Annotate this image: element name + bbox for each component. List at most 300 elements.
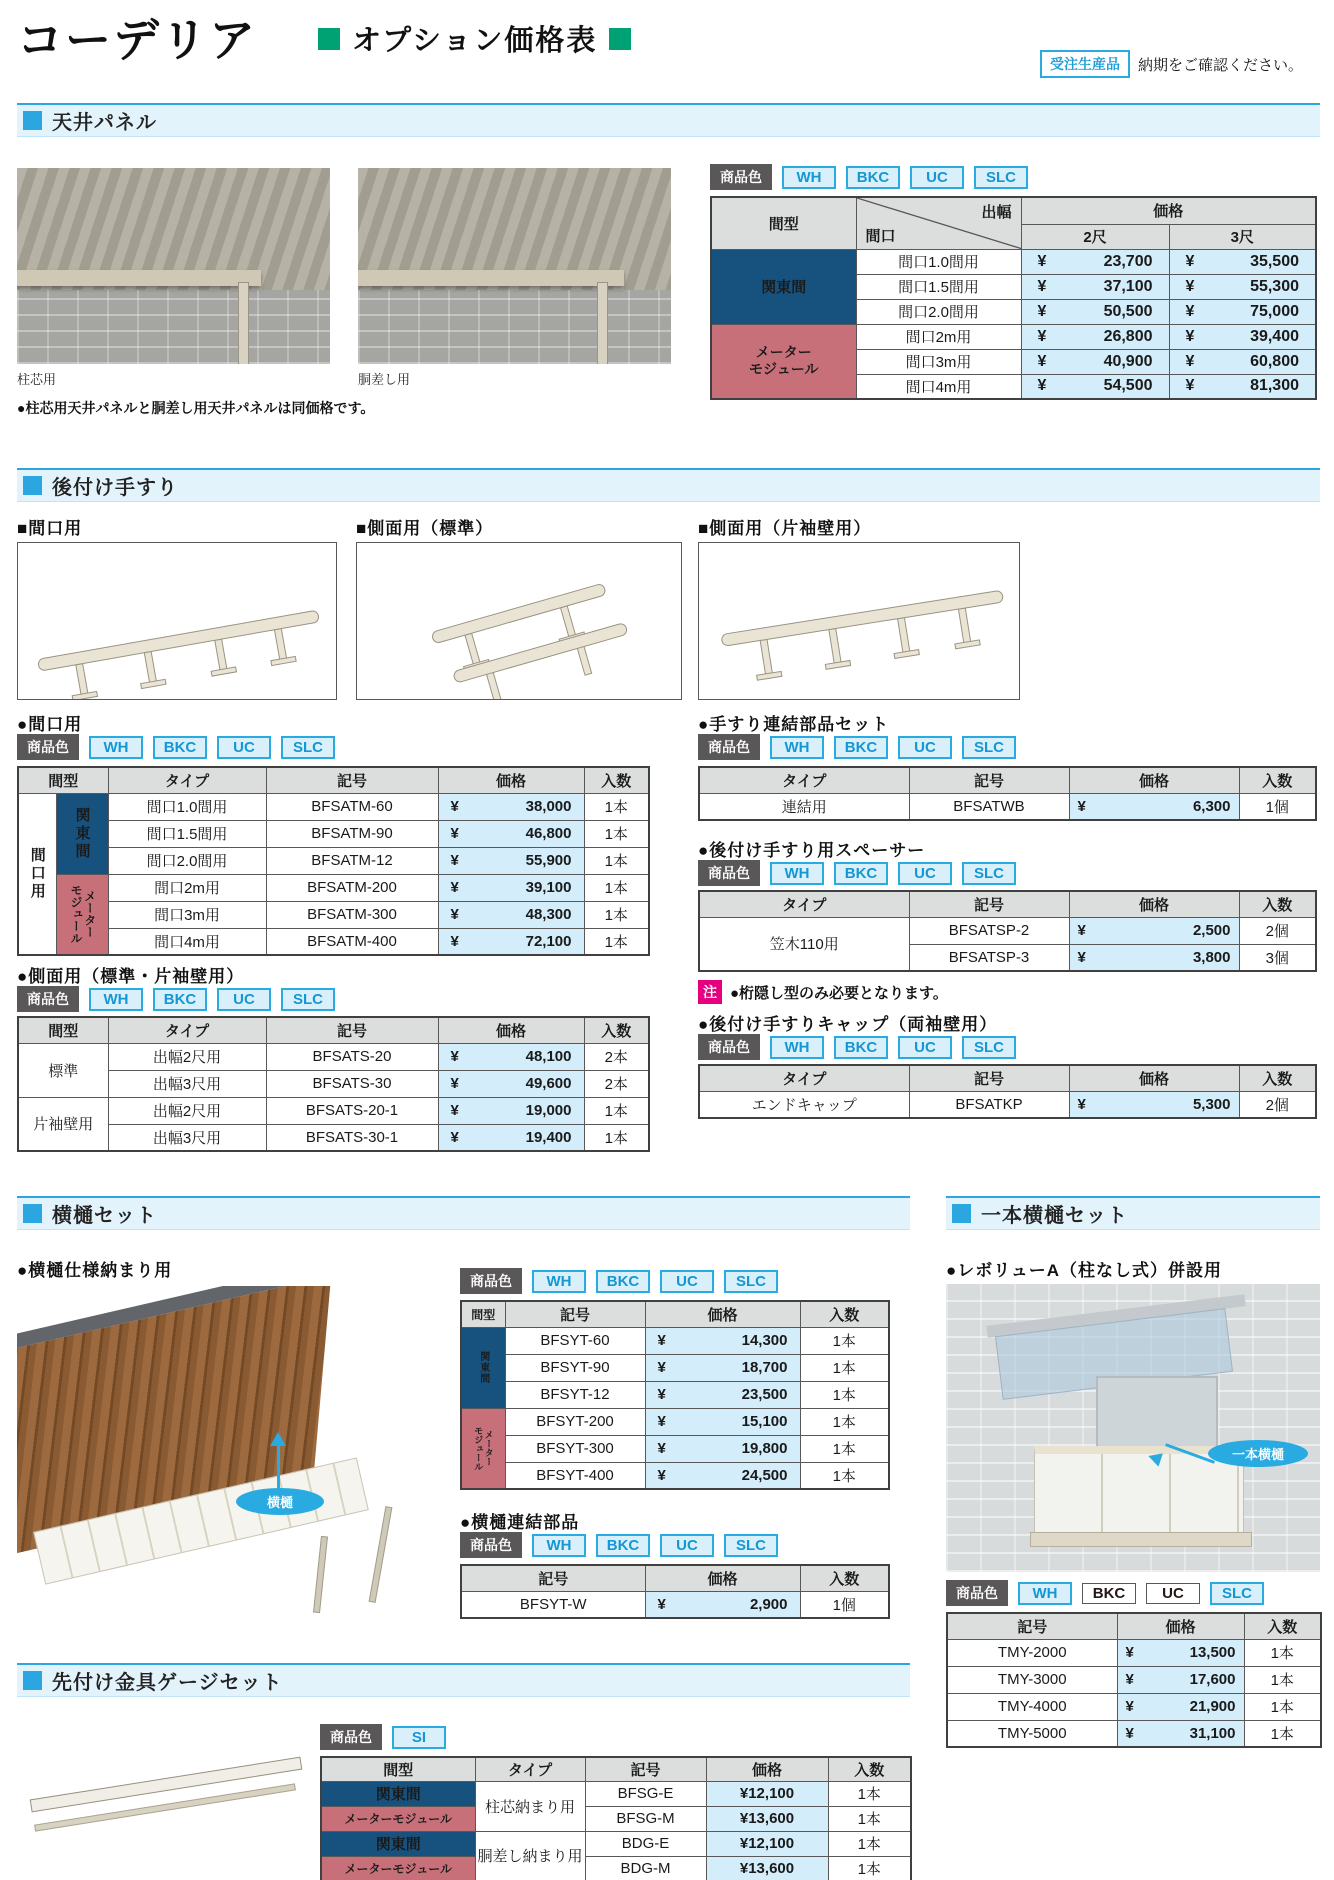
- price-value: 48,100: [525, 1048, 572, 1065]
- qty-cell: 2個: [1239, 1091, 1316, 1118]
- color-chips-maguchi: [17, 734, 335, 760]
- color-chip-bkc: BKC: [834, 862, 888, 885]
- col-header-code: 記号: [909, 891, 1069, 917]
- col-header-type: タイプ: [699, 767, 909, 793]
- type-cell: 出幅2尺用: [108, 1043, 266, 1070]
- header-maguchi: 間口: [865, 227, 896, 245]
- color-chip-wh: WH: [770, 1036, 824, 1059]
- yen-sign: ¥: [450, 1128, 459, 1146]
- handrail-drawing: [357, 543, 681, 699]
- note-text: ●桁隠し型のみ必要となります。: [730, 984, 948, 1002]
- yen-sign: ¥: [1077, 922, 1086, 939]
- group-meter-module: [711, 324, 856, 399]
- price-value: 5,300: [1192, 1095, 1231, 1113]
- color-chip-slc: SLC: [724, 1270, 778, 1293]
- code-cell: BFSATM-300: [266, 901, 438, 928]
- post-shape: [238, 282, 249, 364]
- code-cell: BFSG-M: [585, 1806, 706, 1831]
- code-cell: TMY-2000: [947, 1639, 1117, 1666]
- color-label: 商品色: [946, 1580, 1008, 1606]
- type-cell: エンドキャップ: [699, 1091, 909, 1118]
- color-chip-uc: UC: [217, 736, 271, 759]
- color-chip-wh: WH: [89, 736, 143, 759]
- color-chip-uc: UC: [660, 1534, 714, 1557]
- group-meter-module: [461, 1408, 505, 1489]
- table-title-yokodoi-renketsu: ●横樋連結部品: [460, 1513, 580, 1532]
- color-label: 商品色: [698, 860, 760, 886]
- color-chip-wh: WH: [532, 1534, 586, 1557]
- section-bar-yokodoi: [17, 1196, 910, 1230]
- col-header-code: 記号: [266, 767, 438, 793]
- type-cell: 間口4m用: [856, 374, 1021, 399]
- col-header-price: 価格: [1069, 1065, 1239, 1091]
- code-cell: BFSYT-300: [505, 1435, 645, 1462]
- sublabel-sokumen-std: ■側面用（標準）: [356, 519, 494, 538]
- type-cell: 間口1.0間用: [108, 793, 266, 820]
- code-cell: TMY-4000: [947, 1693, 1117, 1720]
- color-chip-slc: SLC: [962, 1036, 1016, 1059]
- callout-yokodoi: 横樋: [236, 1488, 324, 1515]
- post-shape: [597, 282, 608, 364]
- balcony-base: [1030, 1532, 1252, 1547]
- color-chip-slc: SLC: [281, 736, 335, 759]
- price-value: 60,800: [1250, 352, 1299, 370]
- type-cell: 連結用: [699, 793, 909, 820]
- col-header-qty: 入数: [584, 767, 649, 793]
- group-kanto: 関東間: [321, 1831, 475, 1856]
- qty-cell: 2本: [584, 1043, 649, 1070]
- meter-line1: メーター: [483, 1430, 494, 1467]
- price-value: 31,100: [1189, 1724, 1236, 1742]
- price-cell: ¥13,600: [706, 1806, 828, 1831]
- yen-sign: ¥: [657, 1413, 666, 1430]
- code-cell: BFSATM-12: [266, 847, 438, 874]
- ceiling-panel-shape: [17, 270, 261, 286]
- yen-sign: ¥: [1185, 377, 1195, 395]
- arrow-up-icon: [270, 1432, 286, 1446]
- photo-caption: 柱芯用: [17, 372, 57, 387]
- section-title: 天井パネル: [52, 112, 157, 134]
- qty-cell: 1本: [584, 1124, 649, 1151]
- yen-sign: ¥: [1037, 252, 1047, 270]
- yen-sign: ¥: [1125, 1644, 1134, 1661]
- yen-sign: ¥: [1077, 1095, 1086, 1113]
- type-cell: 胴差し納まり用: [475, 1831, 585, 1880]
- qty-cell: 1個: [1239, 793, 1316, 820]
- color-label: 商品色: [460, 1532, 522, 1558]
- green-square-icon: [318, 28, 340, 50]
- price-value: 24,500: [741, 1466, 788, 1484]
- color-chip-slc: SLC: [281, 988, 335, 1011]
- section-bar-handrail: [17, 468, 1320, 502]
- qty-cell: 1本: [584, 874, 649, 901]
- color-chip-bkc: BKC: [153, 988, 207, 1011]
- type-cell: 出幅3尺用: [108, 1070, 266, 1097]
- price-value: 2,900: [749, 1595, 788, 1613]
- qty-cell: 1本: [584, 928, 649, 955]
- order-production-note: [1040, 50, 1303, 78]
- code-cell: BFSYT-W: [461, 1591, 645, 1618]
- section-title: 一本横樋セット: [981, 1205, 1128, 1227]
- color-chips-spacer: [698, 860, 1016, 886]
- code-cell: BFSATS-20-1: [266, 1097, 438, 1124]
- brick-texture: [358, 290, 671, 364]
- section-title: 後付け手すり: [52, 477, 178, 499]
- code-cell: BFSATM-200: [266, 874, 438, 901]
- code-cell: BDG-M: [585, 1856, 706, 1880]
- photo-ceiling-panel-girder: [358, 168, 671, 364]
- color-label: 商品色: [698, 734, 760, 760]
- code-cell: BFSATM-60: [266, 793, 438, 820]
- sublabel-sokumen-kata: ■側面用（片袖壁用）: [698, 519, 872, 538]
- col-header-price: 価格: [1021, 197, 1316, 224]
- drawing-handrail-side-wall: [698, 542, 1020, 700]
- code-cell: TMY-5000: [947, 1720, 1117, 1747]
- price-value: 3,800: [1192, 948, 1231, 966]
- ceiling-panel-shape: [358, 270, 624, 286]
- cyan-square-icon: [23, 1671, 42, 1690]
- photo-yokodoi: [17, 1286, 450, 1616]
- price-cell: ¥12,100: [706, 1831, 828, 1856]
- col-header-price: 価格: [438, 767, 584, 793]
- sublabel-yokodoi: ●横樋仕様納まり用: [17, 1261, 173, 1280]
- group-kanto: 関東間: [321, 1781, 475, 1806]
- color-chip-wh: WH: [770, 862, 824, 885]
- price-value: 49,600: [525, 1075, 572, 1092]
- group-kata-sode: 片袖壁用: [18, 1097, 108, 1151]
- qty-cell: 1本: [1244, 1639, 1321, 1666]
- yen-sign: ¥: [657, 1595, 666, 1613]
- qty-cell: 1本: [584, 1097, 649, 1124]
- price-value: 39,100: [525, 879, 572, 896]
- handrail-drawing: [18, 543, 336, 699]
- color-chip-uc: UC: [898, 736, 952, 759]
- price-value: 40,900: [1103, 352, 1153, 370]
- qty-cell: 1本: [1244, 1693, 1321, 1720]
- drawing-handrail-side-standard: [356, 542, 682, 700]
- color-chip-wh: WH: [89, 988, 143, 1011]
- yen-sign: ¥: [1125, 1724, 1134, 1742]
- price-value: 19,400: [525, 1128, 572, 1146]
- type-cell: 間口3m用: [108, 901, 266, 928]
- price-value: 19,800: [741, 1440, 788, 1457]
- cyan-square-icon: [23, 476, 42, 495]
- tenjou-price-table: [710, 196, 1317, 400]
- yen-sign: ¥: [450, 932, 459, 950]
- qty-cell: 1本: [584, 901, 649, 928]
- price-value: 35,500: [1250, 252, 1299, 270]
- handrail-drawing: [699, 543, 1019, 699]
- yen-sign: ¥: [1037, 302, 1047, 320]
- color-chips-cap: [698, 1034, 1016, 1060]
- color-chip-uc: UC: [910, 166, 964, 189]
- col-header-price: 価格: [645, 1565, 800, 1591]
- qty-cell: 3個: [1239, 944, 1316, 971]
- col-header-code: 記号: [947, 1613, 1117, 1639]
- price-value: 38,000: [525, 798, 572, 815]
- col-header-price: 価格: [645, 1301, 800, 1327]
- spacer-note: [698, 980, 948, 1004]
- meter-line2: モジュール: [69, 884, 83, 945]
- yen-sign: ¥: [450, 1048, 459, 1065]
- page-subtitle: [318, 18, 631, 59]
- qty-cell: 1本: [800, 1408, 889, 1435]
- qty-cell: 1本: [584, 793, 649, 820]
- photo-ippon-yokodoi: [946, 1284, 1320, 1572]
- col-header-3shaku: 3尺: [1169, 224, 1316, 249]
- type-cell: 出幅2尺用: [108, 1097, 266, 1124]
- col-header-type: タイプ: [108, 767, 266, 793]
- yen-sign: ¥: [450, 1075, 459, 1092]
- price-value: 21,900: [1189, 1698, 1236, 1715]
- color-chip-bkc-inactive: BKC: [1082, 1583, 1136, 1604]
- table-title-renketsu: ●手すり連結部品セット: [698, 715, 890, 734]
- yen-sign: ¥: [450, 906, 459, 923]
- table-title-maguchi: ●間口用: [17, 715, 83, 734]
- col-header-type: タイプ: [699, 891, 909, 917]
- color-chips-tenjou: [710, 164, 1028, 190]
- photo-caption: 胴差し用: [358, 372, 411, 387]
- col-header-qty: 入数: [1239, 1065, 1316, 1091]
- qty-cell: 1本: [1244, 1666, 1321, 1693]
- photo-ceiling-panel-post-core: [17, 168, 330, 364]
- col-header-code: 記号: [909, 1065, 1069, 1091]
- color-chip-wh: WH: [532, 1270, 586, 1293]
- col-header-price: 価格: [1117, 1613, 1244, 1639]
- col-header-qty: 入数: [800, 1565, 889, 1591]
- color-label: 商品色: [698, 1034, 760, 1060]
- color-chip-bkc: BKC: [596, 1270, 650, 1293]
- col-header-matype: 間型: [321, 1757, 475, 1781]
- renketsu-price-table: [698, 766, 1317, 821]
- code-cell: BFSYT-200: [505, 1408, 645, 1435]
- cyan-square-icon: [952, 1204, 971, 1223]
- sokumen-price-table: [17, 1016, 650, 1152]
- brick-texture: [17, 290, 330, 364]
- qty-cell: 1本: [800, 1354, 889, 1381]
- color-chip-uc: UC: [217, 988, 271, 1011]
- qty-cell: 1本: [828, 1781, 911, 1806]
- green-square-icon: [609, 28, 631, 50]
- type-cell: 間口1.5間用: [856, 274, 1021, 299]
- color-chips-sokumen: [17, 986, 335, 1012]
- type-cell: 間口1.0間用: [856, 249, 1021, 274]
- group-kanto: [56, 793, 108, 874]
- color-chip-slc: SLC: [724, 1534, 778, 1557]
- qty-cell: 1本: [828, 1831, 911, 1856]
- color-label: 商品色: [17, 734, 79, 760]
- same-price-note: ●柱芯用天井パネルと胴差し用天井パネルは同価格です。: [17, 400, 375, 416]
- price-value: 23,700: [1103, 252, 1153, 270]
- code-cell: BFSATS-20: [266, 1043, 438, 1070]
- section-bar-ceiling-panel: [17, 103, 1320, 137]
- col-header-qty: 入数: [828, 1757, 911, 1781]
- price-value: 23,500: [741, 1386, 788, 1403]
- meter-line2: モジュール: [749, 361, 819, 378]
- drawing-handrail-maguchi: [17, 542, 337, 700]
- price-value: 2,500: [1192, 922, 1231, 939]
- page-subtitle-text: オプション価格表: [352, 25, 598, 57]
- yen-sign: ¥: [1185, 277, 1195, 295]
- price-value: 75,000: [1250, 302, 1299, 320]
- col-header-matype: 間型: [18, 767, 108, 793]
- color-chip-slc: SLC: [974, 166, 1028, 189]
- code-cell: BFSATS-30: [266, 1070, 438, 1097]
- col-header-type: タイプ: [475, 1757, 585, 1781]
- order-badge: 受注生産品: [1040, 50, 1130, 78]
- yen-sign: ¥: [657, 1440, 666, 1457]
- type-cell: 間口2.0間用: [108, 847, 266, 874]
- color-chip-slc: SLC: [1210, 1582, 1264, 1605]
- meter-line1: メーター: [755, 344, 812, 361]
- col-header-qty: 入数: [1239, 767, 1316, 793]
- yen-sign: ¥: [1125, 1671, 1134, 1688]
- color-chip-bkc: BKC: [846, 166, 900, 189]
- code-cell: BFSATM-400: [266, 928, 438, 955]
- table-title-cap: ●後付け手すりキャップ（両袖壁用）: [698, 1015, 998, 1034]
- color-chip-si: SI: [392, 1726, 446, 1749]
- color-chip-uc: UC: [898, 1036, 952, 1059]
- qty-cell: 1本: [828, 1806, 911, 1831]
- sublabel-ippon: ●レボリューA（柱なし式）併設用: [946, 1261, 1223, 1280]
- col-header-matype: 間型: [18, 1017, 108, 1043]
- type-cell: 間口3m用: [856, 349, 1021, 374]
- yen-sign: ¥: [1185, 252, 1195, 270]
- color-chips-renketsu: [698, 734, 1016, 760]
- yen-sign: ¥: [1077, 948, 1086, 966]
- col-header-matype: 間型: [711, 197, 856, 249]
- yen-sign: ¥: [1185, 352, 1195, 370]
- kanagu-price-table: [320, 1756, 912, 1880]
- price-value: 54,500: [1103, 377, 1153, 395]
- diagonal-header-cell: [856, 197, 1021, 249]
- yokodoi-renketsu-table: [460, 1564, 890, 1619]
- code-cell: BFSATSP-3: [909, 944, 1069, 971]
- price-value: 50,500: [1103, 302, 1153, 320]
- group-maguchiyou: [18, 793, 56, 955]
- color-label: 商品色: [17, 986, 79, 1012]
- meter-line1: メーター: [82, 890, 97, 939]
- group-standard: 標準: [18, 1043, 108, 1097]
- price-value: 72,100: [525, 932, 572, 950]
- yen-sign: ¥: [1037, 352, 1047, 370]
- page-title: コーデリア: [17, 14, 257, 66]
- price-value: 26,800: [1103, 327, 1153, 345]
- color-chips-ippon: [946, 1580, 1264, 1606]
- cap-price-table: [698, 1064, 1317, 1119]
- qty-cell: 1本: [800, 1462, 889, 1489]
- yen-sign: ¥: [1077, 797, 1086, 815]
- qty-cell: 1本: [800, 1381, 889, 1408]
- cyan-square-icon: [23, 111, 42, 130]
- section-title: 横樋セット: [52, 1205, 157, 1227]
- price-value: 6,300: [1192, 797, 1231, 815]
- color-label: 商品色: [320, 1724, 382, 1750]
- group-kanto: [461, 1327, 505, 1408]
- group-kanto: 関東間: [711, 249, 856, 324]
- col-header-2shaku: 2尺: [1021, 224, 1169, 249]
- type-cell: 笠木110用: [699, 917, 909, 971]
- yen-sign: ¥: [1125, 1698, 1134, 1715]
- yen-sign: ¥: [450, 879, 459, 896]
- cyan-square-icon: [23, 1204, 42, 1223]
- yen-sign: ¥: [450, 1102, 459, 1119]
- col-header-code: 記号: [266, 1017, 438, 1043]
- yen-sign: ¥: [1037, 327, 1047, 345]
- qty-cell: 1個: [800, 1591, 889, 1618]
- qty-cell: 1本: [584, 820, 649, 847]
- color-chip-uc: UC: [660, 1270, 714, 1293]
- code-cell: BFSATWB: [909, 793, 1069, 820]
- qty-cell: 1本: [828, 1856, 911, 1880]
- section-bar-ippon-yokodoi: [946, 1196, 1320, 1230]
- code-cell: BFSYT-90: [505, 1354, 645, 1381]
- code-cell: BFSATS-30-1: [266, 1124, 438, 1151]
- support-leg: [313, 1536, 328, 1613]
- color-chip-wh: WH: [782, 166, 836, 189]
- color-chip-uc: UC: [898, 862, 952, 885]
- col-header-price: 価格: [438, 1017, 584, 1043]
- col-header-type: タイプ: [108, 1017, 266, 1043]
- code-cell: BFSG-E: [585, 1781, 706, 1806]
- col-header-code: 記号: [585, 1757, 706, 1781]
- col-header-qty: 入数: [1244, 1613, 1321, 1639]
- sublabel-maguchi: ■間口用: [17, 519, 83, 538]
- order-note-text: 納期をご確認ください。: [1138, 56, 1304, 74]
- color-chip-wh: WH: [770, 736, 824, 759]
- price-value: 39,400: [1250, 327, 1299, 345]
- yen-sign: ¥: [1037, 377, 1047, 395]
- price-value: 55,900: [525, 852, 572, 869]
- type-cell: 間口2.0間用: [856, 299, 1021, 324]
- yen-sign: ¥: [1037, 277, 1047, 295]
- code-cell: BDG-E: [585, 1831, 706, 1856]
- qty-cell: 1本: [1244, 1720, 1321, 1747]
- group-meter-module: [56, 874, 108, 955]
- price-value: 15,100: [741, 1413, 788, 1430]
- qty-cell: 1本: [800, 1327, 889, 1354]
- section-bar-kanagu-gauge: [17, 1663, 910, 1697]
- col-header-price: 価格: [1069, 891, 1239, 917]
- code-cell: BFSYT-12: [505, 1381, 645, 1408]
- price-value: 48,300: [525, 906, 572, 923]
- col-header-price: 価格: [1069, 767, 1239, 793]
- qty-cell: 1本: [800, 1435, 889, 1462]
- col-header-qty: 入数: [1239, 891, 1316, 917]
- col-header-qty: 入数: [800, 1301, 889, 1327]
- price-value: 17,600: [1189, 1671, 1236, 1688]
- maguchi-price-table: [17, 766, 650, 956]
- col-header-price: 価格: [706, 1757, 828, 1781]
- code-cell: BFSATM-90: [266, 820, 438, 847]
- color-chip-slc: SLC: [962, 862, 1016, 885]
- qty-cell: 2個: [1239, 917, 1316, 944]
- price-value: 18,700: [741, 1359, 788, 1376]
- col-header-code: 記号: [505, 1301, 645, 1327]
- code-cell: BFSATKP: [909, 1091, 1069, 1118]
- price-value: 81,300: [1250, 377, 1299, 395]
- yokodoi-price-table: [460, 1300, 890, 1490]
- color-chips-kanagu: [320, 1724, 446, 1750]
- yen-sign: ¥: [450, 798, 459, 815]
- support-leg: [369, 1506, 393, 1603]
- color-label: 商品色: [710, 164, 772, 190]
- color-chips-yokodoi: [460, 1268, 778, 1294]
- price-cell: ¥12,100: [706, 1781, 828, 1806]
- section-title: 先付け金具ゲージセット: [52, 1672, 283, 1694]
- yen-sign: ¥: [657, 1386, 666, 1403]
- yen-sign: ¥: [1185, 302, 1195, 320]
